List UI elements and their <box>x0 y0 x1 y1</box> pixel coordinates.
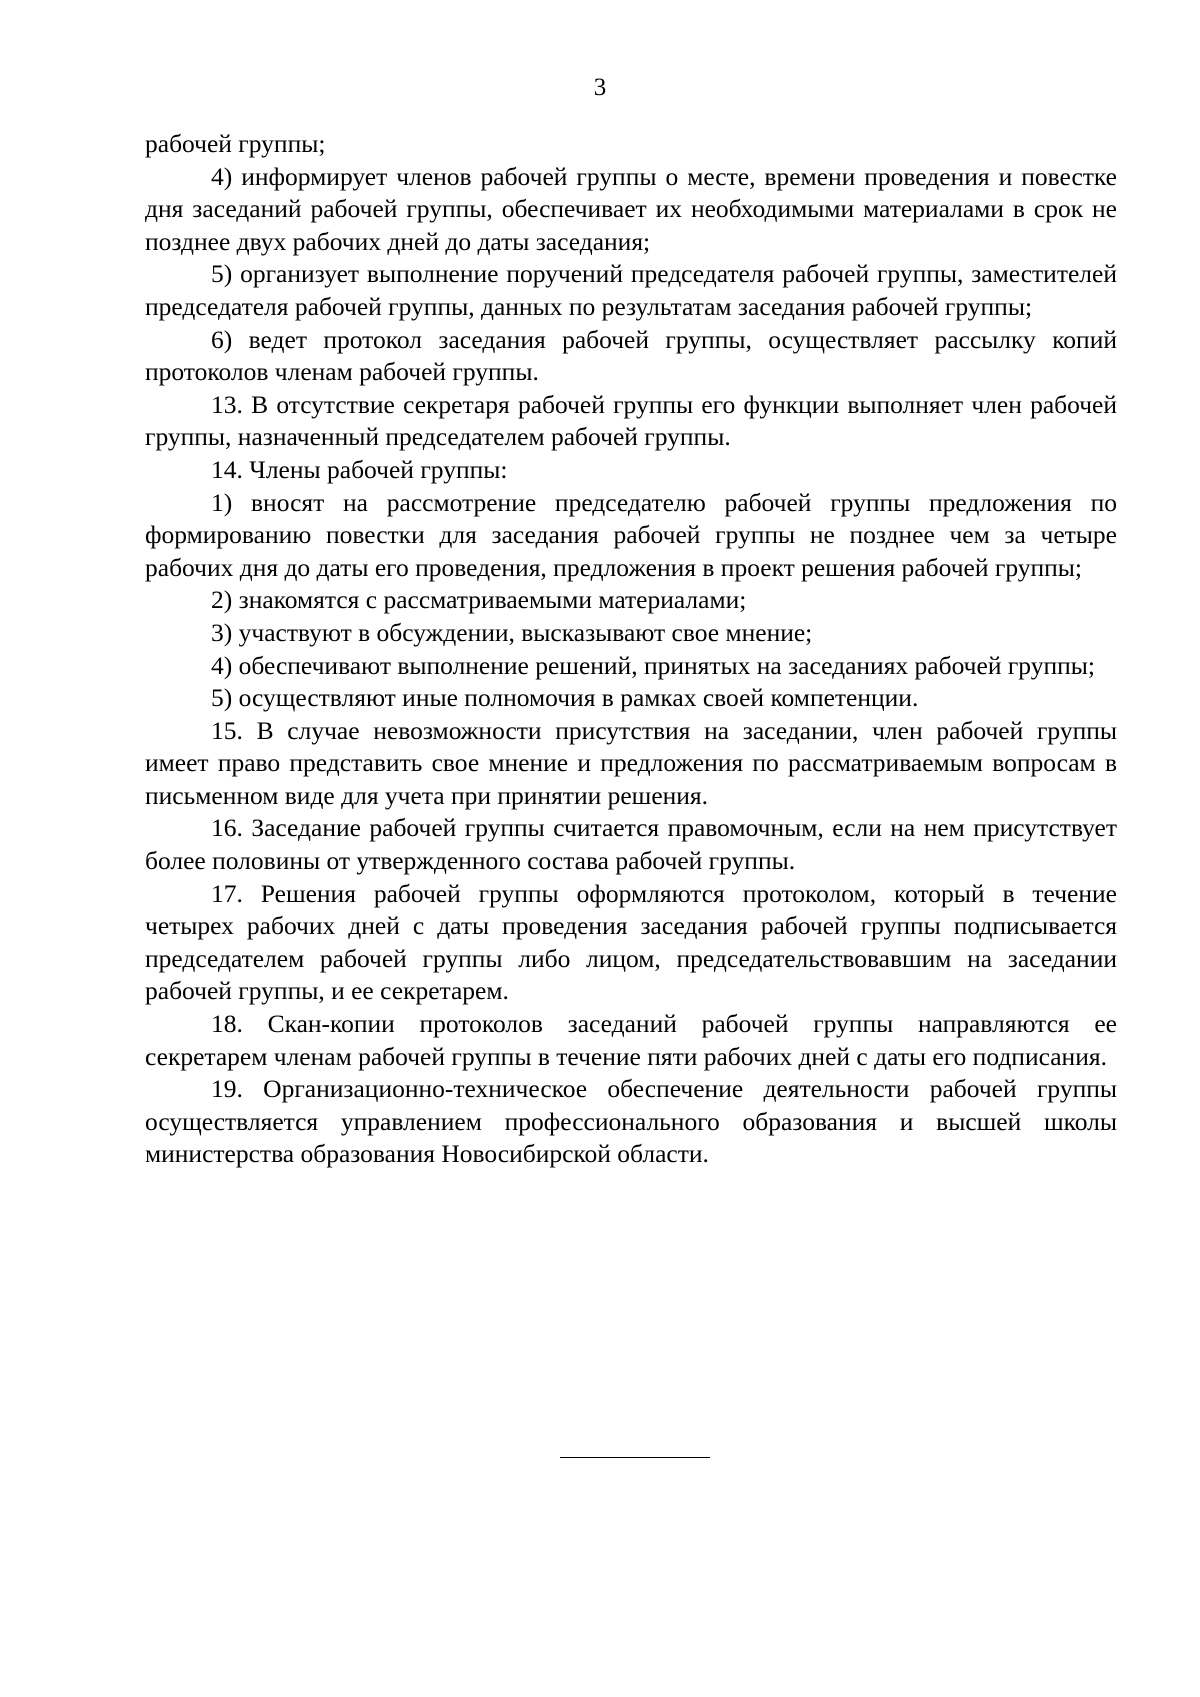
paragraph-14-item-1: 1) вносят на рассмотрение председателю рабочей группы предложения по формированию повестки для заседания рабочей группы не позднее чем за четыре рабочих дня до даты его проведения, предложения в проект решения рабочей группы; <box>145 487 1117 582</box>
paragraph-item-4: 4) информирует членов рабочей группы о месте, времени проведения и повестке дня заседаний рабочей группы, обеспечивает их необходимыми материалами в срок не позднее двух рабочих дней до даты заседания; <box>145 161 1117 256</box>
paragraph-15: 15. В случае невозможности присутствия на заседании, член рабочей группы имеет право представить свое мнение и предложения по рассматриваемым вопросам в письменном виде для учета при принятии решения. <box>145 715 1117 810</box>
document-body <box>145 128 1117 1171</box>
paragraph-14: 14. Члены рабочей группы: <box>211 454 508 484</box>
paragraph-13: 13. В отсутствие секретаря рабочей группы его функции выполняет член рабочей группы, назначенный председателем рабочей группы. <box>145 389 1117 452</box>
paragraph-14-item-5: 5) осуществляют иные полномочия в рамках своей компетенции. <box>211 683 919 713</box>
paragraph-14-item-4: 4) обеспечивают выполнение решений, принятых на заседаниях рабочей группы; <box>211 650 1095 680</box>
page-number: 3 <box>593 74 607 101</box>
paragraph-item-6: 6) ведет протокол заседания рабочей группы, осуществляет рассылку копий протоколов членам рабочей группы. <box>145 324 1117 387</box>
paragraph-continuation: рабочей группы; <box>145 129 326 158</box>
end-separator-line <box>560 1457 710 1458</box>
paragraph-17: 17. Решения рабочей группы оформляются протоколом, который в течение четырех рабочих дней с даты проведения заседания рабочей группы подписывается председателем рабочей группы либо лицом, председательствовавшим на заседании рабочей группы, и ее секретарем. <box>145 878 1117 1006</box>
paragraph-19: 19. Организационно-техническое обеспечение деятельности рабочей группы осуществляется управлением профессионального образования и высшей школы министерства образования Новосибирской области. <box>145 1074 1117 1169</box>
paragraph-14-item-2: 2) знакомятся с рассматриваемыми материалами; <box>211 585 747 615</box>
paragraph-18: 18. Скан-копии протоколов заседаний рабочей группы направляются ее секретарем членам рабочей группы в течение пяти рабочих дней с даты его подписания. <box>145 1009 1117 1071</box>
paragraph-item-5: 5) организует выполнение поручений председателя рабочей группы, заместителей председателя рабочей группы, данных по результатам заседания рабочей группы; <box>145 259 1117 321</box>
paragraph-14-item-3: 3) участвуют в обсуждении, высказывают свое мнение; <box>211 617 813 647</box>
paragraph-16: 16. Заседание рабочей группы считается правомочным, если на нем присутствует более половины от утвержденного состава рабочей группы. <box>145 813 1117 876</box>
